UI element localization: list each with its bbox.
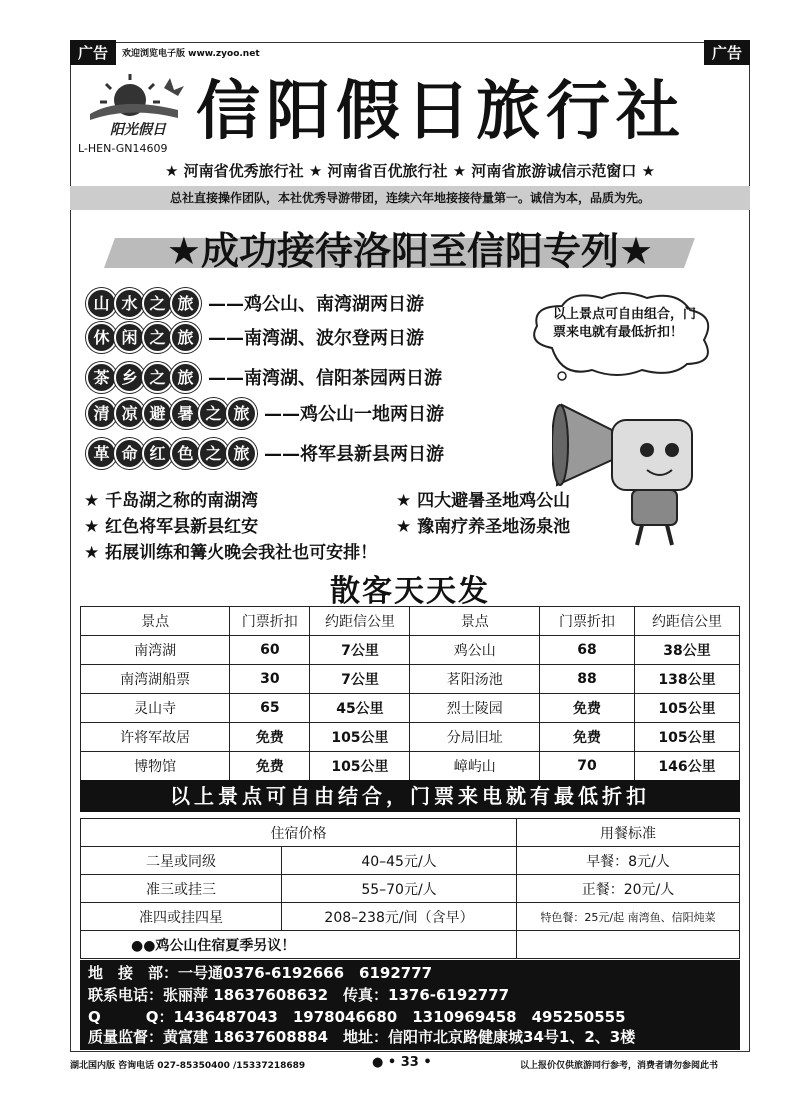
table-cell: 博物馆 [81, 752, 230, 781]
badge-char: 乡 [114, 362, 145, 393]
table-cell: 45公里 [310, 694, 410, 723]
table-cell: 二星或同级 [81, 847, 282, 875]
badge-char: 茶 [86, 362, 117, 393]
table-cell: 208–238元/间（含早） [282, 903, 517, 931]
table-row [81, 694, 740, 723]
table-row [81, 636, 740, 665]
badge-char: 之 [142, 362, 173, 393]
sun-logo-icon [80, 70, 190, 140]
spots-table [80, 606, 740, 781]
badge-char: 之 [142, 322, 173, 353]
tour-item [86, 438, 444, 468]
table-cell: 早餐：8元/人 [517, 847, 740, 875]
col-header: 约距信公里 [310, 607, 410, 636]
lodging-table [80, 818, 740, 959]
badge-char: 旅 [226, 438, 257, 469]
table-cell: 105公里 [310, 723, 410, 752]
table-cell: 鸡公山 [410, 636, 539, 665]
megaphone-icon [552, 400, 732, 550]
megaphone-mascot [552, 400, 732, 550]
table-cell: 嶂屿山 [410, 752, 539, 781]
tour-item [86, 362, 442, 392]
badge-char: 色 [170, 438, 201, 469]
welcome-text: 欢迎浏览电子版 www.zyoo.net [122, 49, 260, 59]
table-row [81, 665, 740, 694]
table-cell: 138公里 [634, 665, 739, 694]
meal-header: 用餐标准 [517, 819, 740, 847]
discount-banner: 以上景点可自由结合，门票来电就有最低折扣 [80, 780, 740, 812]
col-header: 门票折扣 [230, 607, 310, 636]
table-cell: 30 [230, 665, 310, 694]
tour-item [86, 398, 444, 428]
badge-char: 革 [86, 438, 117, 469]
page-number: ● • 33 • [372, 1055, 432, 1070]
table-cell: 灵山寺 [81, 694, 230, 723]
table-cell: 105公里 [634, 723, 739, 752]
table-row [81, 752, 740, 781]
table-cell: 105公里 [310, 752, 410, 781]
contact-line-quality: 质量监督：黄富建 18637608884 地址：信阳市北京路健康城34号1、2、3楼 [88, 1028, 636, 1046]
empty-cell [517, 931, 740, 959]
badge-char: 红 [142, 438, 173, 469]
table-cell: 40–45元/人 [282, 847, 517, 875]
badge-char: 闲 [114, 322, 145, 353]
license-number: L-HEN-GN14609 [78, 142, 168, 155]
footer-right: 以上报价仅供旅游同行参考，消费者请勿参阅此书 [520, 1061, 719, 1071]
table-cell: 免费 [539, 694, 634, 723]
table-cell: 70 [539, 752, 634, 781]
contact-block [80, 960, 740, 1050]
table-row [81, 723, 740, 752]
table-cell: 146公里 [634, 752, 739, 781]
tour-description: ——南湾湖、波尔登两日游 [208, 328, 424, 349]
tour-badge [86, 438, 254, 469]
lodging-note: ●●鸡公山住宿夏季另议！ [81, 931, 517, 959]
tour-description: ——鸡公山一地两日游 [264, 404, 444, 425]
bullet-south-lake: ★ 千岛湖之称的南湖湾 [84, 491, 259, 511]
table-cell: 茗阳汤池 [410, 665, 539, 694]
table-cell: 7公里 [310, 665, 410, 694]
badge-char: 清 [86, 398, 117, 429]
headline: ★成功接待洛阳至信阳专列★ [166, 229, 654, 273]
table-cell: 88 [539, 665, 634, 694]
table-cell: 60 [230, 636, 310, 665]
badge-char: 命 [114, 438, 145, 469]
table-cell: 105公里 [634, 694, 739, 723]
badge-char: 之 [142, 288, 173, 319]
badge-char: 凉 [114, 398, 145, 429]
tour-description: ——南湾湖、信阳茶园两日游 [208, 368, 442, 389]
table-cell: 68 [539, 636, 634, 665]
table-header-row [81, 819, 740, 847]
badge-char: 旅 [170, 362, 201, 393]
table-cell: 准四或挂四星 [81, 903, 282, 931]
table-row [81, 903, 740, 931]
brand-title: 信阳假日旅行社 [196, 74, 686, 149]
table-cell: 许将军故居 [81, 723, 230, 752]
badge-char: 休 [86, 322, 117, 353]
page-number-value: 33 [400, 1055, 419, 1070]
contact-line-ground: 地 接 部：一号通0376-6192666 6192777 [88, 964, 433, 982]
tour-description: ——鸡公山、南湾湖两日游 [208, 294, 424, 315]
tour-badge [86, 322, 198, 353]
badge-char: 旅 [170, 322, 201, 353]
table-cell: 免费 [539, 723, 634, 752]
contact-line-qq: Q Q：1436487043 1978046680 1310969458 495250555 [88, 1008, 626, 1026]
table-cell: 正餐：20元/人 [517, 875, 740, 903]
badge-char: 水 [114, 288, 145, 319]
footer-left: 湖北国内版 咨询电话 027-85350400 /15337218689 [70, 1061, 306, 1071]
table-cell: 7公里 [310, 636, 410, 665]
tour-item [86, 322, 424, 352]
contact-line-phone: 联系电话：张丽萍 18637608632 传真：1376-6192777 [88, 986, 510, 1004]
slogan-strip: 总社直接操作团队，本社优秀导游带团，连续六年地接接待量第一。诚信为本，品质为先。 [70, 186, 750, 210]
agency-logo [80, 70, 190, 140]
table-cell: 烈士陵园 [410, 694, 539, 723]
table-cell: 免费 [230, 723, 310, 752]
cloud-text: 以上景点可自由组合，门票来电就有最低折扣！ [553, 307, 697, 340]
table-cell: 免费 [230, 752, 310, 781]
lodging-header: 住宿价格 [81, 819, 517, 847]
logo-text: 阳光假日 [110, 122, 166, 138]
table-header-row [81, 607, 740, 636]
col-header: 景点 [81, 607, 230, 636]
bullet-jigong-mountain: ★ 四大避暑圣地鸡公山 [396, 491, 571, 511]
subtitle: 散客天天发 [330, 574, 490, 609]
table-row [81, 875, 740, 903]
badge-char: 山 [86, 288, 117, 319]
table-cell: 特色餐：25元/起 南湾鱼、信阳炖菜 [517, 903, 740, 931]
table-cell: 分局旧址 [410, 723, 539, 752]
table-cell: 65 [230, 694, 310, 723]
table-cell: 38公里 [634, 636, 739, 665]
bullet-red-county: ★ 红色将军县新县红安 [84, 517, 259, 537]
tour-badge [86, 362, 198, 393]
tour-badge [86, 398, 254, 429]
tour-badge [86, 288, 198, 319]
col-header: 约距信公里 [634, 607, 739, 636]
badge-char: 避 [142, 398, 173, 429]
table-cell: 南湾湖船票 [81, 665, 230, 694]
bullet-hot-spring: ★ 豫南疗养圣地汤泉池 [396, 517, 571, 537]
badge-char: 之 [198, 438, 229, 469]
table-cell: 准三或挂三 [81, 875, 282, 903]
tour-item [86, 288, 424, 318]
badge-char: 之 [198, 398, 229, 429]
ad-tag-left: 广告 [70, 40, 116, 65]
ad-tag-right: 广告 [704, 40, 750, 65]
col-header: 景点 [410, 607, 539, 636]
col-header: 门票折扣 [539, 607, 634, 636]
table-cell: 55–70元/人 [282, 875, 517, 903]
table-row [81, 931, 740, 959]
table-row [81, 847, 740, 875]
bullet-extra-activities: ★ 拓展训练和篝火晚会我社也可安排！ [84, 543, 378, 563]
badge-char: 旅 [226, 398, 257, 429]
badge-char: 暑 [170, 398, 201, 429]
honors-line: ★ 河南省优秀旅行社 ★ 河南省百优旅行社 ★ 河南省旅游诚信示范窗口 ★ [164, 162, 656, 180]
tour-description: ——将军县新县两日游 [264, 444, 444, 465]
table-cell: 南湾湖 [81, 636, 230, 665]
badge-char: 旅 [170, 288, 201, 319]
